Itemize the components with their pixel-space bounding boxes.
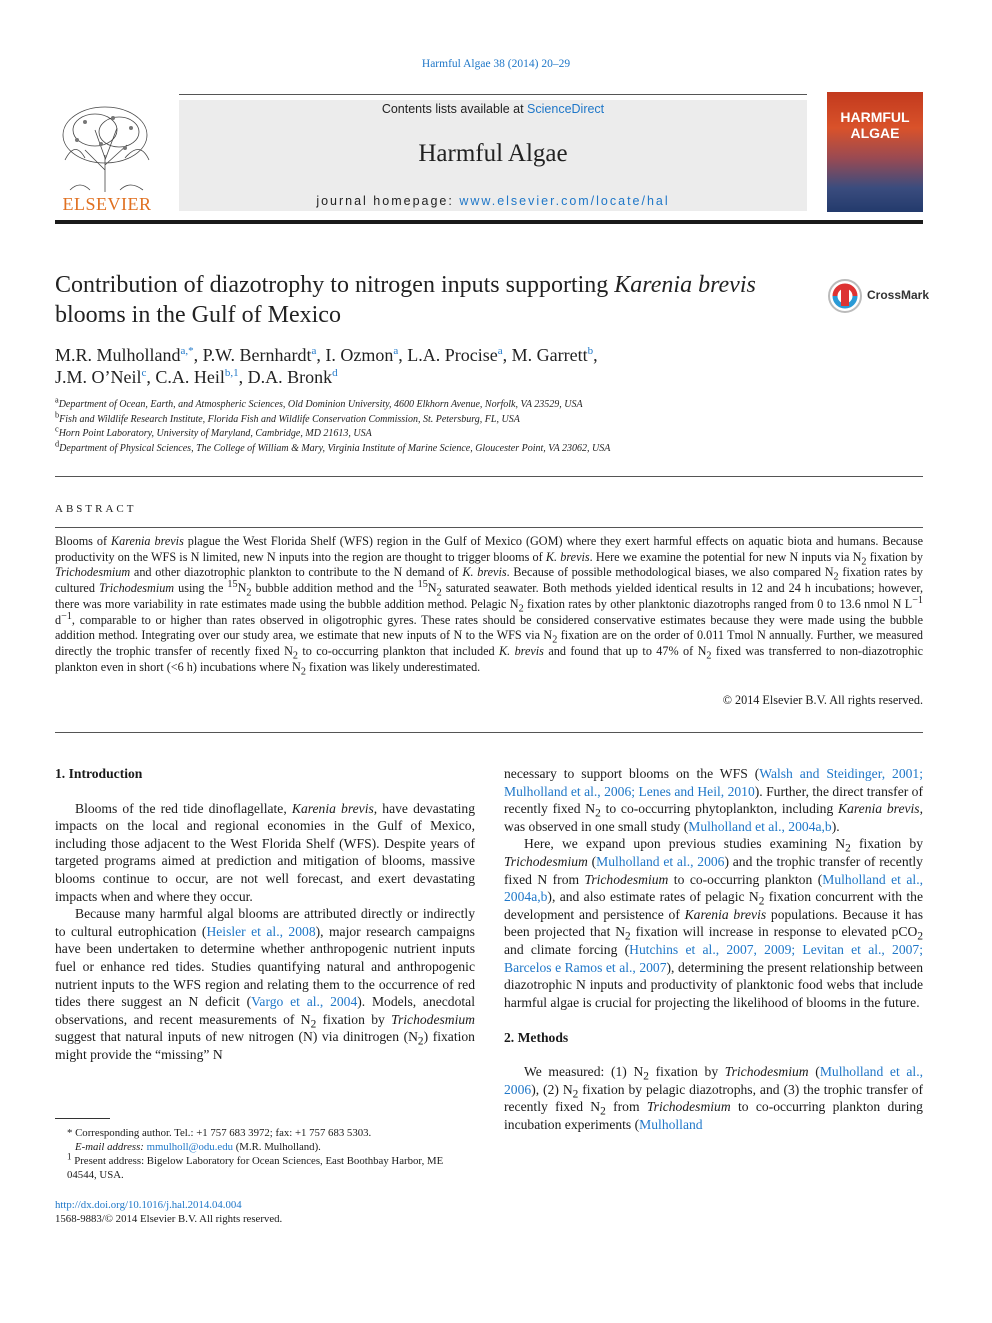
contents-prefix: Contents lists available at — [381, 102, 528, 116]
citation-link[interactable]: Mulholland et al., 2004a,b — [688, 818, 832, 834]
section-heading-introduction: 1. Introduction — [55, 766, 143, 781]
journal-title: Harmful Algae — [418, 140, 568, 167]
cover-title-line2: ALGAE — [850, 125, 900, 141]
affiliation: $^c$Horn Point Laboratory, University of Maryland, Cambridge, MD 21613, USA — [55, 424, 372, 439]
left-column — [55, 765, 475, 1064]
elsevier-wordmark: ELSEVIER — [62, 194, 152, 214]
title-part1: Contribution of diazotrophy to nitrogen inputs supporting — [55, 272, 615, 298]
footnote-email: E-mail address: mmulholl@odu.edu (M.R. Mulholland). — [75, 1141, 321, 1153]
doi-link[interactable]: http://dx.doi.org/10.1016/j.hal.2014.04.004 — [55, 1199, 242, 1211]
author[interactable]: C.A. Heil$^{b,1}$ — [155, 367, 239, 387]
author[interactable]: D.A. Bronk$^d$ — [247, 367, 338, 387]
affiliations — [55, 395, 923, 456]
author[interactable]: M.R. Mulholland$^{a,*}$ — [55, 345, 194, 365]
author[interactable]: P.W. Bernhardt$^a$ — [202, 345, 317, 365]
author[interactable]: L.A. Procise$^a$ — [407, 345, 503, 365]
crossmark-badge[interactable] — [827, 278, 930, 312]
citation-link[interactable]: Heisler et al., 2008 — [206, 923, 316, 939]
homepage-prefix: journal homepage: — [316, 194, 460, 208]
copyright-notice: © 2014 Elsevier B.V. All rights reserved. — [722, 693, 923, 707]
elsevier-logo — [55, 100, 159, 215]
right-column — [504, 765, 923, 1133]
author[interactable]: M. Garrett$^b$ — [511, 345, 594, 365]
crossmark-label: CrossMark — [867, 288, 930, 302]
author-list: M.R. Mulholland$^{a,*}$, P.W. Bernhardt$^a$, I. Ozmon$^a$, L.A. Procise$^a$, M. Garrett$^b$, J.M. O’Neil$^c$, C.A. Heil$^{b,1}$, D.A. Bronk$^d$ — [55, 345, 598, 387]
journal-reference[interactable]: Harmful Algae 38 (2014) 20–29 — [421, 58, 571, 70]
abstract-label: ABSTRACT — [55, 503, 137, 515]
title-species: Karenia brevis — [614, 272, 756, 298]
citation-link[interactable]: Mulholland et al., 2006 — [504, 1063, 923, 1097]
masthead-top-rule — [179, 94, 807, 95]
abstract-top-rule — [55, 527, 923, 528]
affiliation: $^b$Fish and Wildlife Research Institute, Florida Fish and Wildlife Conservation Commission, St. Petersburg, FL, USA — [55, 410, 520, 425]
issn-line: 1568-9883/© 2014 Elsevier B.V. All rights reserved. — [55, 1213, 283, 1225]
affiliation: $^d$Department of Physical Sciences, The College of William & Mary, Virginia Institute of Marine Science, Gloucester Point, VA 23062, USA — [55, 439, 611, 454]
citation-link[interactable]: Mulholland et al., 2004a,b — [504, 871, 923, 905]
section-heading-methods: 2. Methods — [504, 1030, 569, 1046]
citation-link[interactable]: Hutchins et al., 2007, 2009; Levitan et al., 2007; Barcelos e Ramos et al., 2007 — [504, 941, 924, 975]
citation-link[interactable]: Mulholland — [639, 1116, 703, 1132]
crossmark-icon — [827, 278, 863, 314]
homepage-link[interactable]: www.elsevier.com/locate/hal — [459, 194, 670, 208]
footnote-present-address: $^1$ Present address: Bigelow Laboratory for Ocean Sciences, East Boothbay Harbor, ME 04544, USA. — [67, 1151, 444, 1181]
author[interactable]: J.M. O’Neil$^c$ — [55, 367, 147, 387]
journal-homepage — [179, 194, 807, 208]
abstract-body: Blooms of Karenia brevis plague the West Florida Shelf (WFS) region in the Gulf of Mexico (GOM) where they exert harmful effects on aquatic biota and humans. Because productivity on the WFS is N limited, new N inputs into the region are thought to trigger blooms of K. brevis. Here we examine the potential for new N inputs via $N_2$ fixation by Trichodesmium and other diazotrophic plankton to contribute to the N demand of K. brevis. Because of possible methodological biases, we also compared $N_2$ fixation rates by cultured Trichodesmium using the $^{15}N_2$ bubble addition method and the $^{15}N_2$ saturated seawater. Both methods yielded identical results in 12 and 24 h incubations; however, there was more variability in rate estimates made using the bubble addition method. Pelagic $N_2$ fixation rates by other planktonic diazotrophs ranged from 0 to 13.6 nmol N $L^{-1}$ $d^{-1}$, comparable to or higher than rates observed in oligotrophic gyres. These rates should be considered conservative estimates because they were made using the bubble addition method. Integrating over our study area, we estimate that new inputs of N to the WFS via $N_2$ fixation are on the order of 0.011 Tmol N annually. Further, we measured directly the trophic transfer of recently fixed $N_2$ to co-occurring plankton that included K. brevis and found that up to 47% of $N_2$ fixed was transferred to non-diazotrophic plankton even in short (<6 h) incubations where $N_2$ fixation was likely underestimated. — [55, 534, 924, 678]
paragraph: necessary to support blooms on the WFS (Walsh and Steidinger, 2001; Mulholland et al., 2006; Lenes and Heil, 2010). Further, the direct transfer of recently fixed $N_2$ to co-occurring phytoplankton, including Karenia brevis, was observed in one small study (Mulholland et al., 2004a,b). — [504, 766, 923, 834]
citation-link[interactable]: Walsh and Steidinger, 2001; Mulholland et al., 2006; Lenes and Heil, 2010 — [504, 766, 923, 799]
footnotes — [55, 1126, 475, 1182]
paragraph: We measured: (1) $N_2$ fixation by Trichodesmium (Mulholland et al., 2006), (2) $N_2$ fixation by pelagic diazotrophs, and (3) the trophic transfer of recently fixed $N_2$ from Trichodesmium to co-occurring plankton during incubation experiments (Mulholland — [504, 1063, 924, 1132]
sciencedirect-link[interactable]: ScienceDirect — [527, 102, 605, 116]
citation-link[interactable]: Mulholland et al., 2006 — [596, 853, 725, 869]
citation-link[interactable]: Vargo et al., 2004 — [251, 994, 358, 1010]
affiliation-rule — [55, 476, 923, 477]
author[interactable]: I. Ozmon$^a$ — [325, 345, 399, 365]
journal-cover[interactable] — [827, 92, 923, 212]
doi-block — [55, 1198, 475, 1226]
paragraph: Blooms of the red tide dinoflagellate, Karenia brevis, have devastating impacts on the local and regional economies in the Gulf of Mexico, including those adjacent to the West Florida Shelf (WFS). Despite years of targeted programs aimed at prediction and mitigation of blooms, massive blooms continue to occur, are not well forecast, and exert devastating impacts when and where they occur. — [55, 800, 476, 904]
header-rule — [55, 220, 923, 224]
article-title — [55, 270, 795, 330]
footnote-corresponding: * Corresponding author. Tel.: +1 757 683 3972; fax: +1 757 683 5303. — [67, 1127, 372, 1139]
title-part2: blooms in the Gulf of Mexico — [55, 302, 341, 328]
masthead-band — [179, 100, 807, 211]
affiliation: $^a$Department of Ocean, Earth, and Atmospheric Sciences, Old Dominion University, 4600 Elkhorn Avenue, Norfolk, VA 23529, USA — [55, 395, 583, 410]
email-link[interactable]: mmulholl@odu.edu — [146, 1141, 233, 1153]
paragraph: Because many harmful algal blooms are attributed directly or indirectly to cultural eutrophication (Heisler et al., 2008), major research campaigns have been undertaken to determine whether anthropogenic nutrient inputs fuel or enhance red tides. Studies quantifying natural and anthropogenic nutrient inputs to the WFS region and relating them to the occurrence of red tides there suggest an N deficit (Vargo et al., 2004). Models, anecdotal observations, and recent measurements of $N_2$ fixation by Trichodesmium suggest that natural inputs of new nitrogen (N) via dinitrogen $(N_2)$ fixation might provide the “missing” N — [55, 906, 475, 1062]
cover-title-line1: HARMFUL — [840, 109, 910, 125]
paragraph: Here, we expand upon previous studies examining $N_2$ fixation by Trichodesmium (Mulholland et al., 2006) and the trophic transfer of recently fixed N from Trichodesmium to co-occurring plankton (Mulholland et al., 2004a,b), and also estimate rates of pelagic $N_2$ fixation concurrent with the development and persistence of Karenia brevis populations. Because it has been projected that $N_2$ fixation will increase in response to elevated pCO$_2$ and climate forcing (Hutchins et al., 2007, 2009; Levitan et al., 2007; Barcelos e Ramos et al., 2007), determining the present relationship between diazotrophic N inputs and productivity of planktonic food webs that include harmful algae is crucial for projecting the likelihood of blooms in the future. — [504, 836, 924, 1010]
footnote-rule — [55, 1118, 110, 1119]
abstract-bottom-rule — [55, 732, 923, 733]
contents-line — [179, 102, 807, 116]
